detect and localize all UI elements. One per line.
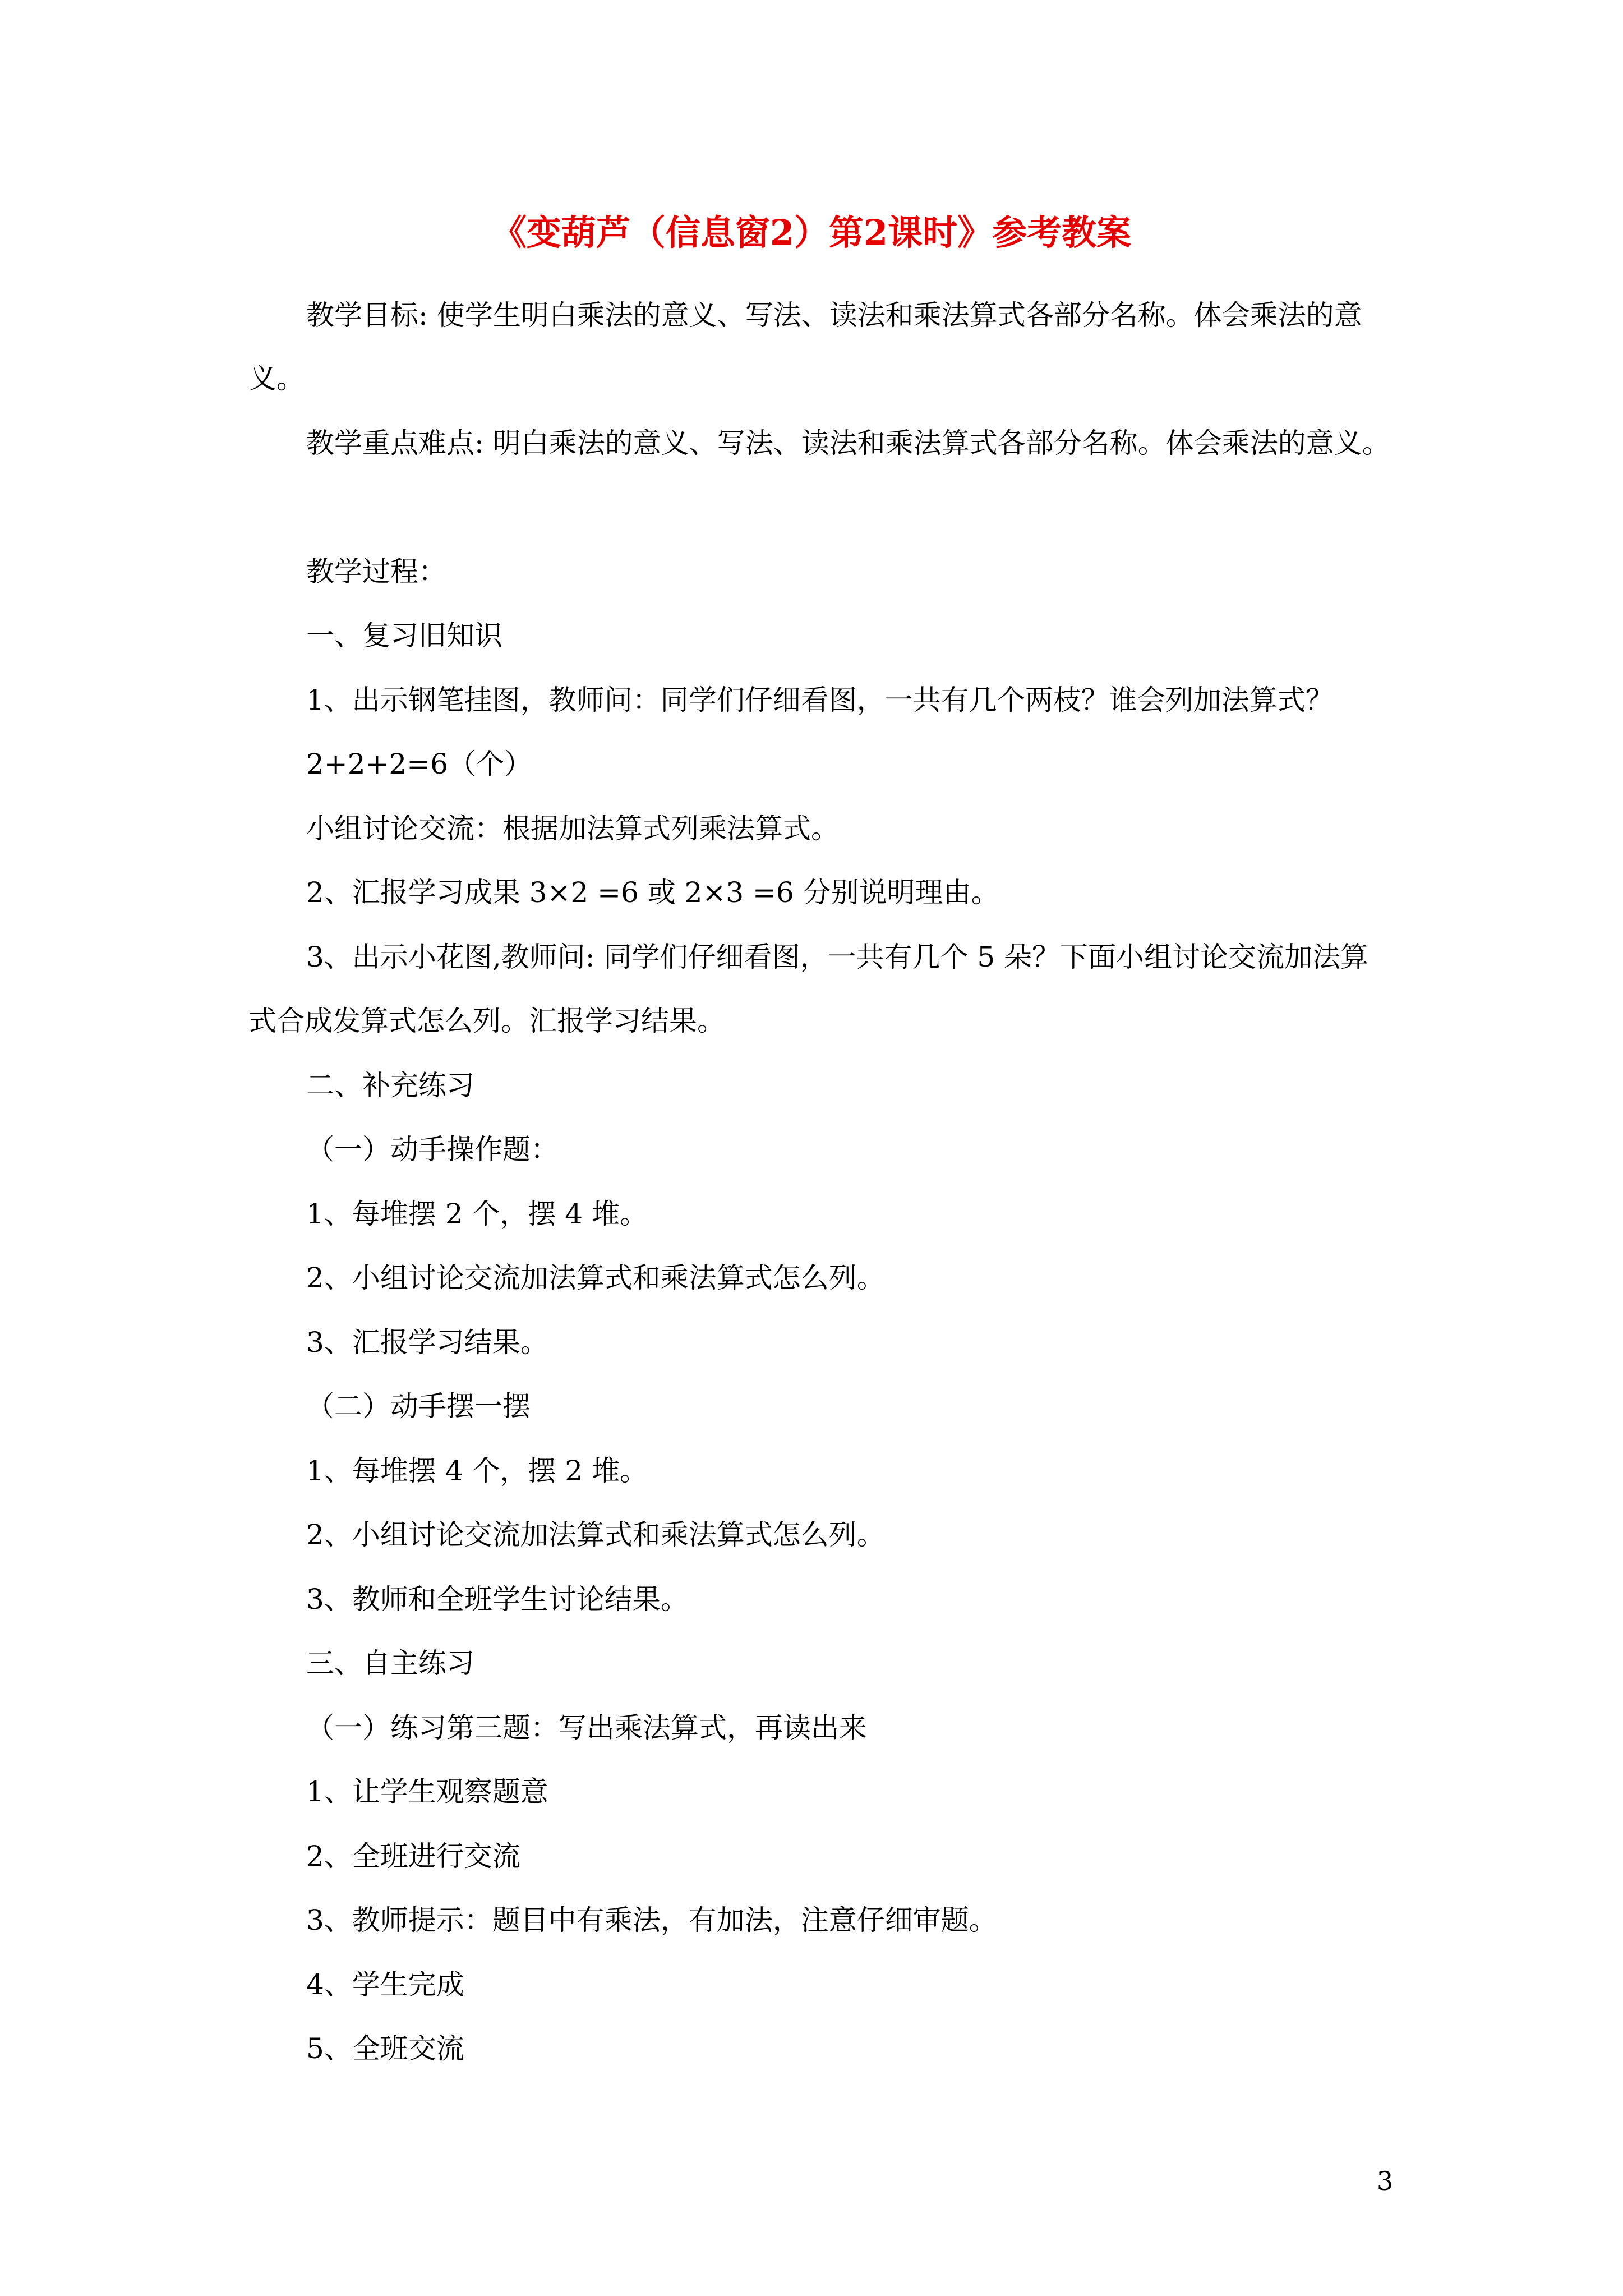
paragraph-process-heading: 教学过程： — [306, 555, 446, 588]
list-item: 3、教师提示：题目中有乘法，有加法，注意仔细审题。 — [306, 1904, 997, 1936]
paragraph-objective-cont: 义。 — [248, 362, 305, 395]
page-title: 《变葫芦（信息窗2）第2课时》参考教案 — [491, 212, 1132, 253]
list-item: 2、小组讨论交流加法算式和乘法算式怎么列。 — [306, 1262, 885, 1294]
section-heading-practice: 二、补充练习 — [306, 1069, 474, 1102]
page-number: 3 — [1377, 2166, 1394, 2196]
list-item: 3、教师和全班学生讨论结果。 — [306, 1583, 689, 1616]
list-item: 4、学生完成 — [306, 1968, 464, 2001]
section-heading-self-practice: 三、自主练习 — [306, 1647, 474, 1680]
list-item: 2、全班进行交流 — [306, 1840, 520, 1872]
subsection-heading: （一）练习第三题：写出乘法算式，再读出来 — [306, 1711, 867, 1744]
list-item: 1、让学生观察题意 — [306, 1775, 548, 1808]
section-heading-review: 一、复习旧知识 — [306, 619, 502, 652]
list-item: 1、出示钢笔挂图，教师问：同学们仔细看图，一共有几个两枝？谁会列加法算式？ — [306, 684, 1334, 716]
list-item: 1、每堆摆 4 个，摆 2 堆。 — [306, 1455, 648, 1487]
list-item: 1、每堆摆 2 个，摆 4 堆。 — [306, 1198, 648, 1230]
list-item: 3、出示小花图,教师问: 同学们仔细看图，一共有几个 5 朵？下面小组讨论交流加法算 — [306, 941, 1369, 973]
list-item: 3、汇报学习结果。 — [306, 1326, 548, 1359]
list-item: 2、小组讨论交流加法算式和乘法算式怎么列。 — [306, 1519, 885, 1551]
list-item-cont: 式合成发算式怎么列。汇报学习结果。 — [248, 1005, 725, 1037]
paragraph-objective: 教学目标: 使学生明白乘法的意义、写法、读法和乘法算式各部分名称。体会乘法的意 — [306, 299, 1362, 332]
subsection-heading: （一）动手操作题： — [306, 1133, 559, 1166]
list-item: 小组讨论交流：根据加法算式列乘法算式。 — [306, 812, 839, 845]
paragraph-key-points: 教学重点难点: 明白乘法的意义、写法、读法和乘法算式各部分名称。体会乘法的意义。 — [306, 427, 1390, 459]
subsection-heading: （二）动手摆一摆 — [306, 1390, 531, 1423]
equation-line: 2+2+2=6（个） — [306, 748, 532, 780]
list-item: 5、全班交流 — [306, 2032, 464, 2065]
list-item: 2、汇报学习成果 3×2 =6 或 2×3 =6 分别说明理由。 — [306, 876, 999, 909]
